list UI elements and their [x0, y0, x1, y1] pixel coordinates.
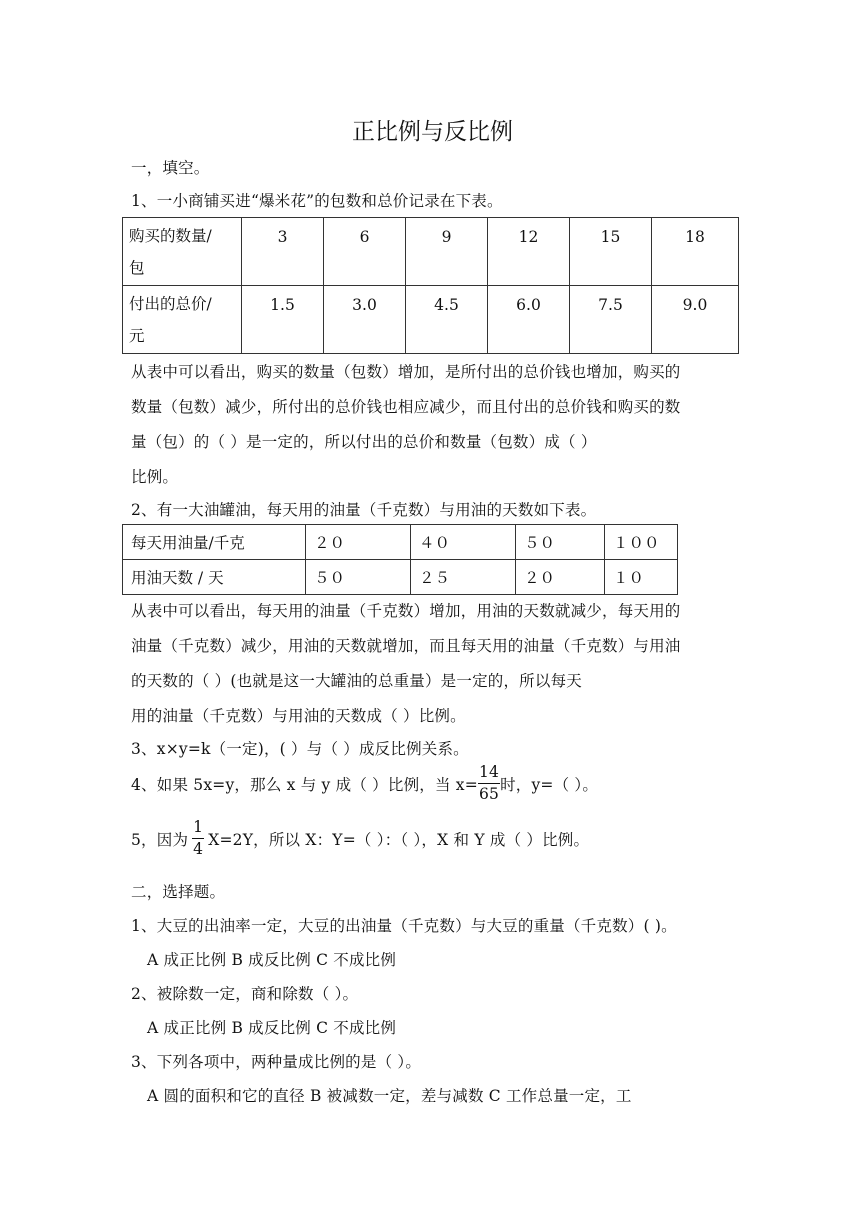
table-row-header-total [123, 286, 242, 354]
table-cell: 1.5 [242, 286, 324, 354]
q2-para-line: 从表中可以看出，每天用的油量（千克数）增加，用油的天数就减少，每天用的 [131, 602, 681, 620]
mc-question-2: 2、被除数一定，商和除数（ ）。 [131, 985, 359, 1003]
mc-question-1: 1、大豆的出油率一定，大豆的出油量（千克数）与大豆的重量（千克数）( )。 [131, 917, 677, 935]
q1-para-line: 从表中可以看出，购买的数量（包数）增加，是所付出的总价钱也增加，购买的 [131, 363, 681, 381]
table-cell: １００ [605, 525, 678, 560]
q1-text: 1、一小商铺买进“爆米花”的包数和总价记录在下表。 [131, 192, 503, 210]
table-cell: 9 [406, 218, 488, 286]
table-cell: 4.5 [406, 286, 488, 354]
q1-para-line: 量（包）的（ ）是一定的，所以付出的总价和数量（包数）成（ ） [131, 433, 597, 451]
table-cell: 18 [652, 218, 739, 286]
mc-options-1: A 成正比例 B 成反比例 C 不成比例 [147, 951, 397, 969]
q2-para-line: 用的油量（千克数）与用油的天数成（ ）比例。 [131, 707, 466, 725]
table-cell: 3.0 [324, 286, 406, 354]
table-cell: ５０ [306, 560, 411, 595]
table-cell: ５０ [516, 525, 605, 560]
table-row-header-quantity [123, 218, 242, 286]
q4-text-before: 4、如果 5x=y，那么 x 与 y 成（ ）比例，当 x= [131, 775, 478, 794]
table-cell: 12 [488, 218, 570, 286]
table-cell: 3 [242, 218, 324, 286]
fraction-denominator: 4 [193, 839, 204, 858]
table-cell: ４０ [411, 525, 516, 560]
table-cell: ２０ [516, 560, 605, 595]
q1-para-line: 比例。 [131, 468, 179, 486]
table-row-header-daily-oil: 每天用油量/千克 [123, 525, 306, 560]
q5-fraction [192, 820, 204, 857]
table-cell: １０ [605, 560, 678, 595]
q5-text-before: 5，因为 [131, 830, 189, 849]
table-cell: ２５ [411, 560, 516, 595]
section1-heading: 一，填空。 [131, 159, 210, 177]
table-cell: 6 [324, 218, 406, 286]
fraction-numerator: 14 [478, 765, 500, 784]
table-cell: 9.0 [652, 286, 739, 354]
mc-question-3: 3、下列各项中，两种量成比例的是（ ）。 [131, 1053, 422, 1071]
mc-options-2: A 成正比例 B 成反比例 C 不成比例 [147, 1019, 397, 1037]
q5-text [131, 820, 589, 857]
table-cell: 6.0 [488, 286, 570, 354]
q4-text [131, 765, 598, 802]
oil-table [122, 524, 678, 595]
q1-para-line: 数量（包数）减少，所付出的总价钱也相应减少，而且付出的总价钱和购买的数 [131, 398, 681, 416]
q3-text: 3、x×y=k（一定)，( ）与（ ）成反比例关系。 [131, 740, 469, 758]
table-cell: ２０ [306, 525, 411, 560]
page-title: 正比例与反比例 [352, 119, 513, 145]
mc-options-3: A 圆的面积和它的直径 B 被减数一定，差与减数 C 工作总量一定，工 [147, 1087, 632, 1105]
table-cell: 元 [129, 326, 145, 345]
table-cell: 付出的总价/ [129, 294, 212, 313]
table-row-header-days: 用油天数 / 天 [123, 560, 306, 595]
q5-text-after: X=2Y，所以 X：Y=（ ）：（ ），X 和 Y 成（ ）比例。 [208, 830, 590, 849]
table-cell: 15 [570, 218, 652, 286]
table-cell: 购买的数量/ [129, 226, 212, 245]
q2-para-line: 的天数的（ ）(也就是这一大罐油的总重量）是一定的，所以每天 [131, 672, 582, 690]
q4-text-after: 时，y=（ ）。 [500, 775, 599, 794]
q2-text: 2、有一大油罐油，每天用的油量（千克数）与用油的天数如下表。 [131, 501, 597, 519]
table-cell: 包 [129, 258, 145, 277]
q2-para-line: 油量（千克数）减少，用油的天数就增加，而且每天用的油量（千克数）与用油 [131, 637, 681, 655]
table-cell: 7.5 [570, 286, 652, 354]
fraction-denominator: 65 [478, 784, 500, 803]
fraction-numerator: 1 [192, 820, 204, 839]
q4-fraction [478, 765, 500, 802]
popcorn-table [122, 217, 739, 354]
section2-heading: 二，选择题。 [131, 883, 226, 901]
